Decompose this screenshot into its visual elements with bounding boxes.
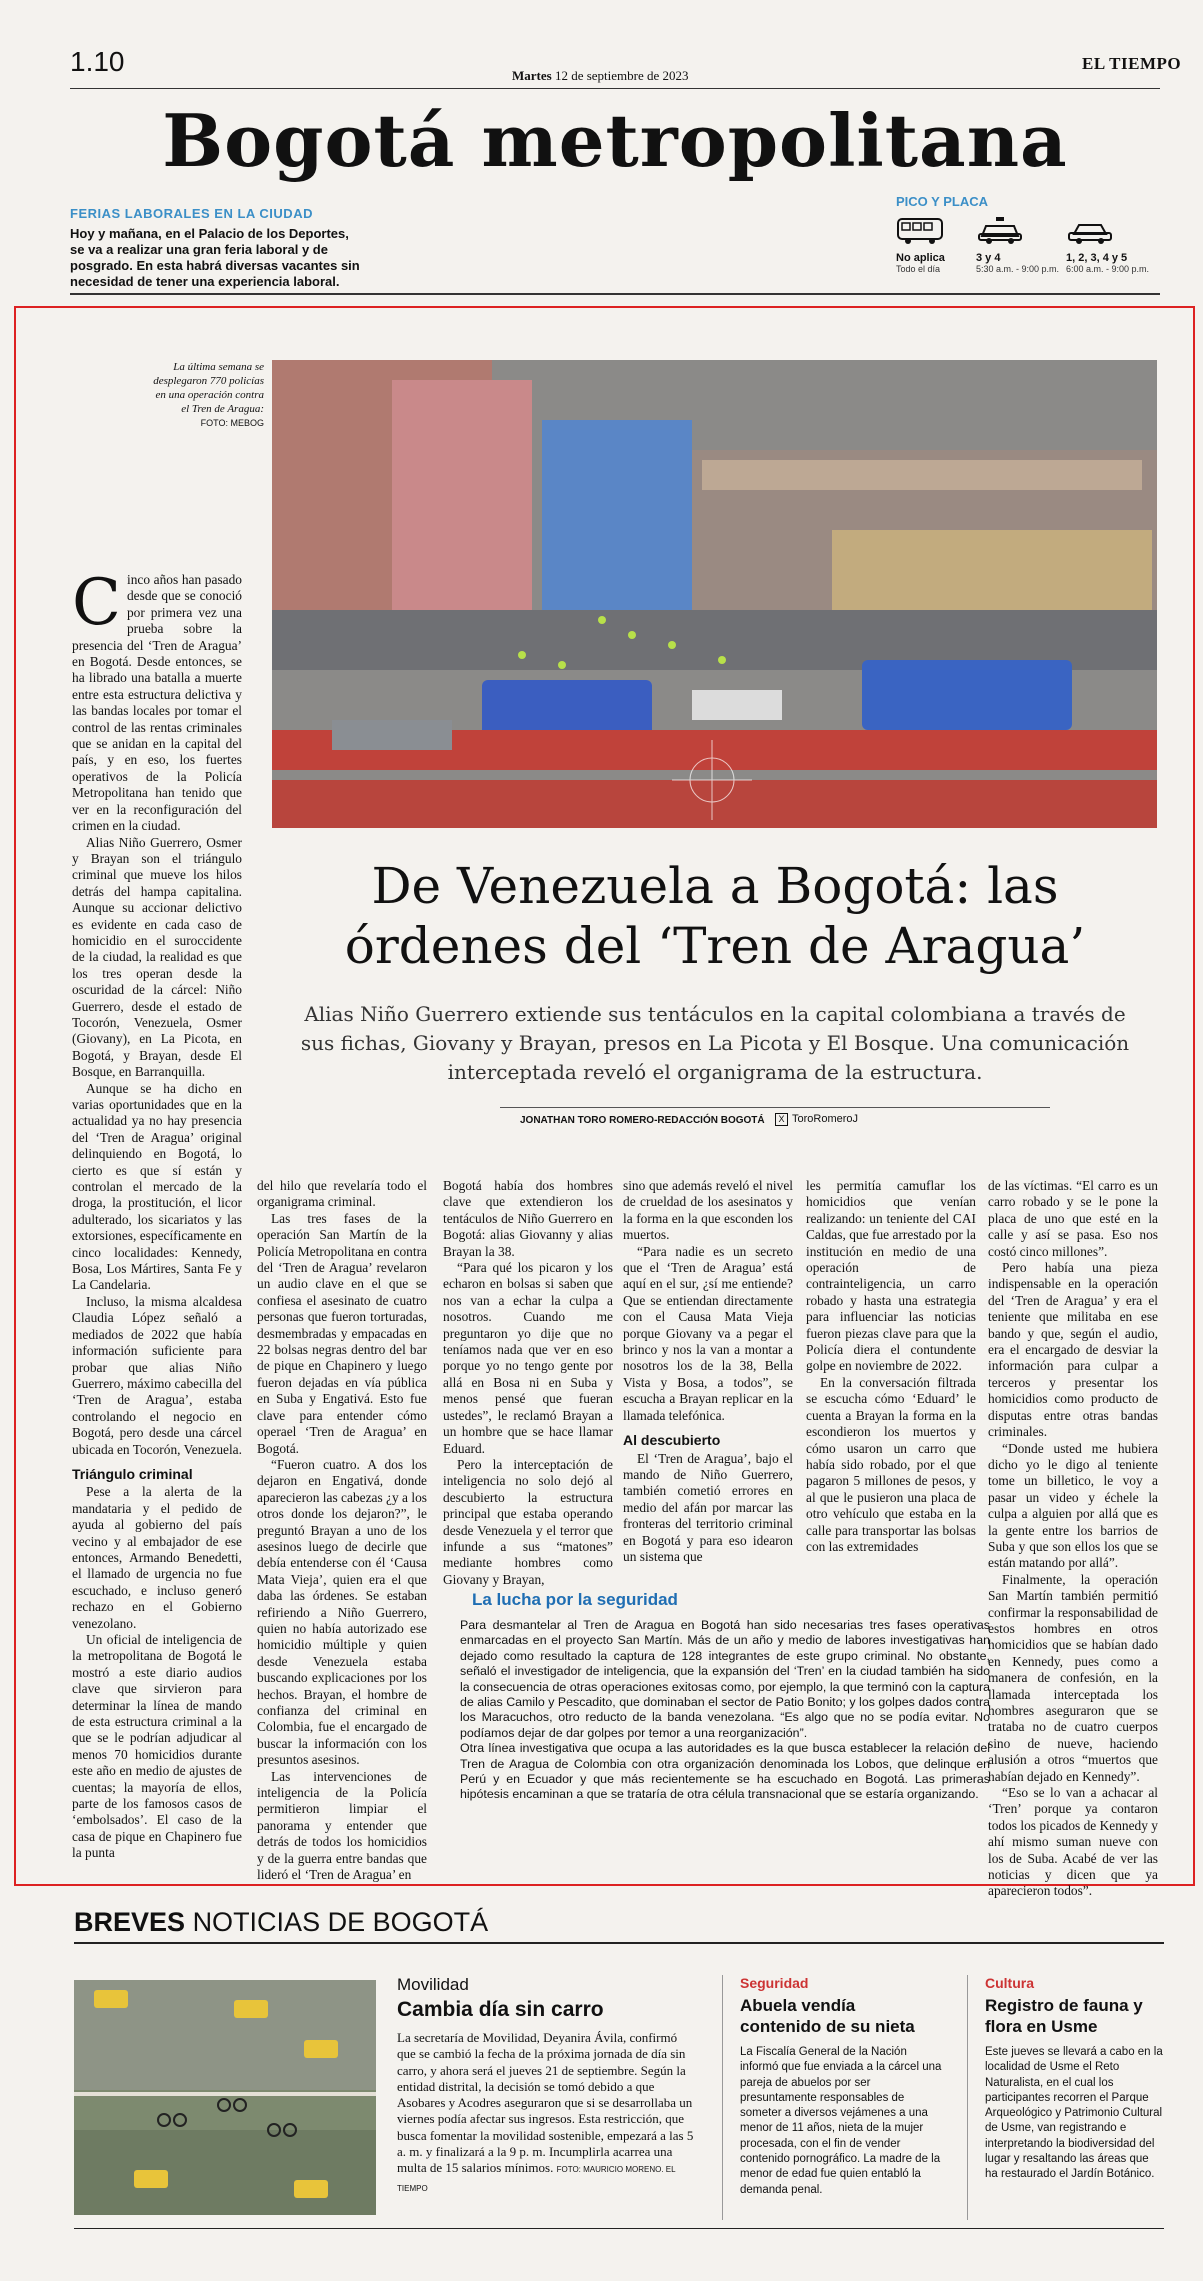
breve-title: Registro de fauna y flora en Usme bbox=[985, 1996, 1143, 2036]
paragraph: Aunque se ha dicho en varias oportunidades que en la actualidad ya no hay presencia del ‘Tren de Aragua’ original delinquiendo en Bogotá, lo cierto es que sí están y controlan el mercado de la droga, la prostitución, el licor adulterado, los sicariatos y las extorsiones, específicamente en cinco localidades: Kennedy, Bosa, Los Mártires, Santa Fe y La Candelaria. bbox=[72, 1080, 242, 1293]
article-column-2 bbox=[257, 1178, 427, 1883]
paragraph: Alias Niño Guerrero, Osmer y Brayan son el triángulo criminal que mueve los hilos detrás del hampa capitalina. Aunque su accionar delictivo es evidente en cada caso de homicidio en el suroccidente de la ciudad, la realidad es que los tres operan desde la oscuridad de la cárcel: Niño Guerrero, desde el estado de Tocorón, Venezuela, Osmer (Giovany), en La Picota, en Bogotá, y Brayan, desde El Bosque, en Barranquilla. bbox=[72, 834, 242, 1080]
paragraph: Pese a la alerta de la mandataria y el pedido de ayuda al gobierno del país vecino y al embajador de ese entonces, Armando Benedetti, el llamado de urgencia no fue escuchado, e incluso generó rechazo en el Gobierno venezolano. bbox=[72, 1484, 242, 1631]
article-column-3 bbox=[443, 1178, 613, 1588]
street-cyclists-image bbox=[74, 1980, 376, 2215]
photo-credit: FOTO: MAURICIO MORENO. EL TIEMPO bbox=[397, 2165, 676, 2193]
paragraph: “Para qué los picaron y los echaron en bolsas si saben que nos van a echar la culpa a nosotros. Cuando me preguntaron yo dije que no teníamos nada que ver en eso porque yo no tengo gente por allá en Bosa ni en Suba y menos pensé que fueran ustedes”, le reclamó Brayan a un hombre que se hace llamar Eduard. bbox=[443, 1260, 613, 1456]
breve-title: Cambia día sin carro bbox=[397, 1998, 604, 2021]
breve-text bbox=[397, 2030, 699, 2197]
photo-credit: FOTO: MEBOG bbox=[200, 418, 264, 428]
article-column-6 bbox=[988, 1178, 1158, 1900]
section-divider bbox=[70, 293, 1160, 295]
paragraph: Bogotá había dos hombres clave que extendieron los tentáculos de Niño Guerrero en Bogotá: alias Giovanny y alias Brayan la 38. bbox=[443, 1178, 613, 1259]
twitter-handle-text: ToroRomeroJ bbox=[792, 1113, 859, 1125]
pico-placa-value: 1, 2, 3, 4 y 5 bbox=[1066, 252, 1128, 264]
breve-kicker: Seguridad bbox=[740, 1975, 809, 1991]
paragraph: Para desmantelar al Tren de Aragua en Bogotá han sido necesarias tres fases operativas enmarcadas en el proyecto San Martín. Más de un año y medio de labores investigativas han dejado como resultado la captura de 128 integrantes de este grupo criminal. No obstante, señaló el investigador de inteligencia, que la expansión del ‘Tren’ en la ciudad también ha sido la consecuencia de otras operaciones exitosas como, por ejemplo, la que terminó con la captura de alias Camilo y Pescadito, que dominaban el sector de Patio Bonito; y los golpes dados contra los Maracuchos, otro reducto de la banda venezolana. “Es algo que no se podía evitar. No podíamos dejar de dar golpes por temor a una reorganización”. bbox=[460, 1618, 990, 1740]
pico-placa-value: No aplica bbox=[896, 252, 945, 264]
article-byline: JONATHAN TORO ROMERO-REDACCIÓN BOGOTÁ bbox=[520, 1115, 765, 1126]
paragraph: Un oficial de inteligencia de la metropolitana de Bogotá le mostró a este diario audios clave que sirvieron para determinar la línea de mando de esta estructura criminal a la que se le podrían adjudicar al menos 70 homicidios durante este año en medio de ajustes de cuentas; la mayoría de ellos, parte de los famosos casos de ‘embolsados’. El caso de la casa de pique en Chapinero fue la punta bbox=[72, 1632, 242, 1861]
breve-kicker: Cultura bbox=[985, 1975, 1034, 1991]
paragraph: sino que además reveló el nivel de crueldad de los asesinatos y la forma en la que esconden los muertos. bbox=[623, 1178, 793, 1243]
section-title: Bogotá metropolitana bbox=[162, 98, 1068, 183]
x-logo-icon: X bbox=[775, 1113, 788, 1126]
breve-body: La secretaría de Movilidad, Deyanira Ávila, confirmó que se cambió la fecha de la próxima jornada de día sin carro, y ahora será el jueves 21 de septiembre. Según la entidad distrital, la decisión se tomó debido a que Asobares y Acodres aseguraron que si se desarrollaba un viernes podía afectar sus ingresos. Esta restricción, que busca fomentar la movilidad sostenible, empezará a las 5 a. m. y finalizará a la 9 p. m. Incumplirla acarrea una multa de 15 salarios mínimos. bbox=[397, 2030, 694, 2176]
date-rest: 12 de septiembre de 2023 bbox=[554, 68, 689, 83]
breves-photo bbox=[74, 1980, 376, 2215]
ferias-text: Hoy y mañana, en el Palacio de los Deportes, se va a realizar una gran feria laboral y de posgrado. En esta habrá diversas vacantes sin necesidad de tener una experiencia laboral. bbox=[70, 226, 360, 289]
subhead: Triángulo criminal bbox=[72, 1465, 193, 1482]
breve-text: La Fiscalía General de la Nación informó que fue enviada a la cárcel una pareja de abuelos por ser presuntamente responsables de someter a diversos vejámenes a una menor de 11 años, nieta de la mujer procesada, con el fin de vender contenido pornográfico. La madre de la menor de edad fue quien entabló la demanda penal. bbox=[740, 2046, 942, 2196]
subhead: Al descubierto bbox=[623, 1432, 721, 1449]
breve-kicker: Movilidad bbox=[397, 1975, 469, 1994]
article-headline: De Venezuela a Bogotá: las órdenes del ‘Tren de Aragua’ bbox=[344, 857, 1086, 975]
paragraph: “Donde usted me hubiera dicho yo le digo al teniente tome un billetico, le voy a pasar un video y échele la culpa a alguien por allá que es la gente entre los barrios de Suba y que son ellos los que se están matando por allá”. bbox=[988, 1440, 1158, 1571]
paragraph: “Para nadie es un secreto que el ‘Tren de Aragua’ está aquí en el sur, ¿sí me entiende? Que se entiendan directamente con el Causa Mata Vieja porque Giovany va a pegar el brinco y nos la van a montar a nosotros los de la 38, Bella Vista y Bosa, a todos”, se escucha a Brayan replicar en la llamada telefónica. bbox=[623, 1243, 793, 1423]
breve-title: Abuela vendía contenido de su nieta bbox=[740, 1996, 915, 2036]
sidebar-box-lucha bbox=[460, 1590, 990, 1803]
article-column-5 bbox=[806, 1178, 976, 1555]
column-divider bbox=[722, 1975, 723, 2220]
article-column-1 bbox=[72, 566, 242, 1862]
sidebar-box-text bbox=[460, 1618, 990, 1803]
paragraph: Las tres fases de la operación San Martín de la Policía Metropolitana en contra del ‘Tren de Aragua’ revelaron un audio clave en el que se confiesa el asesinato de cuatro personas que fueron torturadas, desmembradas y empacadas en 22 bolsas negras dentro del bar de pique en Chapinero y luego fueron dejadas en vía pública en Suba y Engativá. Esto fue clave para entender cómo operael ‘Tren de Aragua’ en Bogotá. bbox=[257, 1210, 427, 1456]
twitter-handle[interactable] bbox=[775, 1113, 858, 1126]
sidebar-box-title: La lucha por la seguridad bbox=[472, 1590, 678, 1609]
breve-text: Este jueves se llevará a cabo en la localidad de Usme el Reto Naturalista, en el cual los participantes recorren el Parque Arqueológico y Patrimonio Cultural de Usme, van registrando e interpretando la biodiversidad del lugar y resaltando las áreas que ha restaurado el Jardín Botánico. bbox=[985, 2046, 1163, 2181]
pico-placa-car bbox=[1066, 216, 1176, 274]
pico-placa-tag: PICO Y PLACA bbox=[896, 194, 988, 209]
pico-placa-time: 5:30 a.m. - 9:00 p.m. bbox=[976, 264, 1060, 274]
newspaper-brand: EL TIEMPO bbox=[1082, 54, 1182, 73]
paragraph: inco años han pasado desde que se conoció por primera vez una prueba sobre la presencia del ‘Tren de Aragua’ en Bogotá. Desde entonces, se ha librado una batalla a muerte entre esta estructura delictiva y las bandas locales por tomar el control de las rentas criminales que se anidan en la capital del país, y en eso, los fuertes operativos de la Policía Metropolitana han tenido que ver en la reconfiguración del crimen en la ciudad. bbox=[72, 572, 242, 834]
paragraph: “Fueron cuatro. A dos los dejaron en Engativá, donde aparecieron las cabezas ¿y a los otros donde los dejaron?”, le preguntó Brayan a uno de los asesinos luego de decirle que debía entenderse con él ‘Causa Mata Vieja’, quien era el que daba las órdenes. Se estaban refiriendo a Niño Guerrero, quien no había autorizado ese homicidio múltiple y quien desde Venezuela estaba buscando explicaciones por los hechos. Brayan, el hombre de confianza del criminal en Colombia, fue el encargado de buscar la información con los presuntos asesinos. bbox=[257, 1456, 427, 1768]
paragraph: Otra línea investigativa que ocupa a las autoridades es la que busca establecer la relación del Tren de Aragua de Colombia con otra organización denominada los Lobos, que delinque en Perú y en Ecuador y que más recientemente se ha escuchado en Bogotá. Las primeras hipótesis encaminan a que se trataría de otra célula transnacional que se estaría organizando. bbox=[460, 1741, 990, 1802]
paragraph: de las víctimas. “El carro es un carro robado y se le pone la placa de uno que esté en la calle y así se pasa. Eso nos costó cinco millones”. bbox=[988, 1178, 1158, 1259]
footer-rule bbox=[74, 2228, 1164, 2229]
photo-caption bbox=[152, 360, 264, 430]
paragraph: Las intervenciones de inteligencia de la Policía permitieron limpiar el panorama y entender que detrás de todos los homicidios y de la guerra entre bandas que lideró el ‘Tren de Aragua’ en bbox=[257, 1768, 427, 1883]
ferias-tag: FERIAS LABORALES EN LA CIUDAD bbox=[70, 206, 313, 221]
paragraph: Pero había una pieza indispensable en la operación del ‘Tren de Aragua’ y era el teniente que militaba en ese bando y que, según el audio, era el encargado de desviar la información para culpar a terceros y presentar los homicidios como producto de disputas entre otras bandas criminales. bbox=[988, 1260, 1158, 1440]
paragraph: Incluso, la misma alcaldesa Claudia López señaló a mediados de 2022 que había información suficiente para probar que alias Niño Guerrero, máximo cabecilla del ‘Tren de Aragua’, estaba controlando el negocio en Bogotá, pero desde una cárcel ubicada en Tocorón, Venezuela. bbox=[72, 1293, 242, 1457]
paragraph: El ‘Tren de Aragua’, bajo el mando de Niño Guerrero, también cometió errores en medio del afán por marcar las fronteras del territorio criminal en Bogotá y para eso idearon un sistema que bbox=[623, 1450, 793, 1564]
pico-placa-time: Todo el día bbox=[896, 264, 941, 274]
paragraph: Pero la interceptación de inteligencia no solo dejó al descubierto la estructura principal que estaba operando desde Venezuela y el terror que infunde a sus “matones” mediante hombres como Giovany y Brayan, bbox=[443, 1456, 613, 1587]
paragraph: En la conversación filtrada se escucha cómo ‘Eduard’ le cuenta a Brayan la forma en la escondieron los muertos y cómo usaron un carro que había sido robado, por el que pagaron 5 millones de pesos, y al que le pusieron una placa de otro vehículo que estaba en la calle para transportar las bolsas con las extremidades bbox=[806, 1374, 976, 1554]
header-rule bbox=[70, 88, 1160, 89]
article-deck: Alias Niño Guerrero extiende sus tentáculos en la capital colombiana a través de sus fichas, Giovany y Brayan, presos en La Picota y El Bosque. Una comunicación interceptada reveló el organigrama de la estructura. bbox=[300, 1002, 1130, 1084]
article-column-4 bbox=[623, 1178, 793, 1565]
pico-placa-value: 3 y 4 bbox=[976, 252, 1001, 264]
pico-placa-time: 6:00 a.m. - 9:00 p.m. bbox=[1066, 264, 1150, 274]
paragraph: del hilo que revelaría todo el organigrama criminal. bbox=[257, 1178, 427, 1210]
date-weekday: Martes bbox=[512, 68, 552, 83]
aerial-street-image bbox=[272, 360, 1157, 828]
photo-caption-text: La última semana se desplegaron 770 policías en una operación contra el Tren de Aragua: bbox=[153, 361, 264, 415]
article-photo bbox=[272, 360, 1157, 828]
dropcap: C bbox=[72, 566, 121, 640]
paragraph: les permitía camuflar los homicidios que venían realizando: un teniente del CAI Caldas, que fue arrestado por la institución en medio de una operación de contrainteligencia, un carro robado y hasta una estrategia para influenciar las noticias fueron piezas clave para que la Policía diera el contundente golpe en noviembre de 2022. bbox=[806, 1178, 976, 1374]
car-icon bbox=[1066, 216, 1176, 248]
breves-title-bold: BREVES bbox=[74, 1907, 186, 1937]
paragraph: Finalmente, la operación San Martín también permitió confirmar la responsabilidad de estos hombres en otros homicidios que se habían dado en Kennedy, pues como a manera de confesión, en la llamada interceptada los hombres aseguraron que se trataba no de cuatro cuerpos sino de nueve, haciendo alusión a otros “muertos que habían dejado en Kennedy”. bbox=[988, 1571, 1158, 1784]
byline-rule bbox=[500, 1107, 1050, 1108]
breves-title-rest: NOTICIAS DE BOGOTÁ bbox=[192, 1907, 489, 1937]
breves-title bbox=[74, 1907, 488, 1938]
breves-rule bbox=[74, 1942, 1164, 1944]
column-divider bbox=[967, 1975, 968, 2220]
page-number: 1.10 bbox=[70, 46, 125, 77]
paragraph: “Eso se lo van a achacar al ‘Tren’ porque ya contaron todos los picados de Kennedy y ahí mismo suman nueve con los de Suba. Acabé de ver las noticias y dicen que ya aparecieron todos”. bbox=[988, 1785, 1158, 1899]
date-line bbox=[512, 68, 689, 84]
